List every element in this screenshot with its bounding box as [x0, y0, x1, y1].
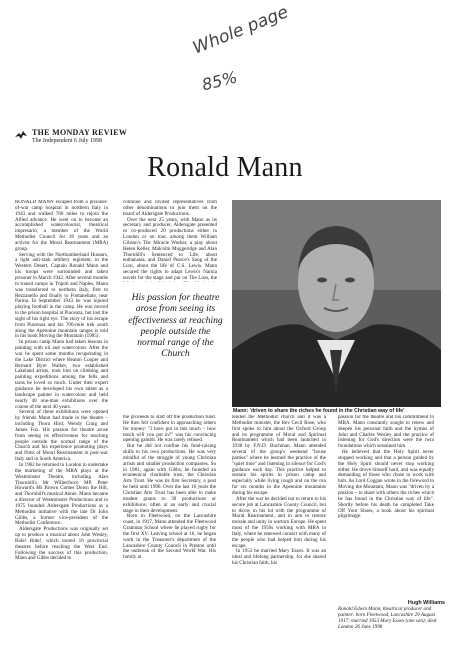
- body-column-4-bottom: [338, 415, 434, 595]
- handwritten-annotation: [190, 2, 320, 100]
- paragraph: Over the next 25 years, with Mann as its secretary and producer, Aldersgate presented or co-produced 20 productions either in London or on tour, among them William Gibson's The Miracle Worker, a play about Helen Keller, Malcolm Muggeridge and Alan Thornhill's Sentenced to Life, about euthanasia, and Daniel Pearce's Song of the Lion, about the life of C.S. Lewis. Mann secured the rights to adapt Lewis's Narnia novels for the stage and put on The Lion, the: [123, 216, 217, 281]
- paragraph: But he did not confine his fund-raising skills to his own productions. He was very mindful of the struggle of young Christian artists and smaller production companies. So in 1981, again with Gibbs, he founded an ecumenical charitable trust, the Christian Arts Trust. He was its first Secretary, a post he held until 1996. Over the last 16 years the Christian Arts Trust has been able to make modest grants to 30 productions or exhibitions, often at an early and crucial stage in their development.: [123, 443, 216, 514]
- paragraph: tended the Methodist church and it was a Methodist minister, the Rev Cecil Rose, who first spoke to him about the Oxford Group and its programme of Moral and Spiritual Rearmament which had been launched in 1938 by F.N.D. Buchman. Mann attended several of the group's weekend "house parties" where he learned the practice of the "quiet time" and listening in silence for God's guidance each day. This practice helped to sustain his spirits in prison camp and especially while living rough and on the run for six months in the Apennine mountains during his escape.: [232, 415, 326, 496]
- headline: Ronald Mann: [147, 152, 303, 183]
- author-byline: Hugh Williams: [407, 600, 445, 606]
- photo-caption: Mann: 'driven to share the riches he found in the Christian way of life': [233, 408, 405, 414]
- masthead-date: The Independent 6 July 1998: [32, 138, 102, 144]
- handwritten-line-1: Whole page: [190, 2, 292, 59]
- paragraph: Born in Fleetwood, on the Lancashire coast, in 1917, Mann attended the Fleetwood Grammar School where he played rugby for the first XV. Leaving school at 16, he began work in the Treasurer's department of the Lancashire County Council in Preston until the outbreak of the Second World War. His family at: [123, 513, 216, 561]
- handwritten-line-2: 85%: [200, 67, 240, 95]
- paragraph: Several of these exhibitions were opened by friends Mann had made in the theatre – including Thora Hird, Wendy Craig and James Fox. His passion for theatre arose from seeing its effectiveness for reaching people outside the normal range of the Church and his experience promoting plays and films of Moral Rearmament in post-war Italy and in South America.: [15, 409, 108, 463]
- portrait-photo: [232, 200, 441, 407]
- eagle-logo-icon: [14, 128, 28, 142]
- life-dates: Ronald Edwin Mann, theatrical producer and painter: born Fleetwood, Lancashire 29 August 1917; married 1953 Mary Essex (one son); died London 26 June 1998: [338, 606, 437, 630]
- body-column-1: [15, 200, 108, 628]
- paragraph: Aldersgate Productions was originally set up to produce a musical about John Wesley, Ride! Ride!, which toured 16 provincial theatres before reaching the West End. Following the success of this production, Mann and Gibbs decided to: [15, 526, 108, 562]
- paragraph: passion for the theatre and his commitment to MRA. Mann constantly sought to renew and deepen his personal faith and the hymns of John and Charles Wesley and the practice of listening for God's direction were the twin foundations which sustained him.: [338, 415, 434, 450]
- paragraph: In 1962 he returned to London to undertake the marketing of the MRA plays at the Westminster Theatre, including Alan Thornhill's Mr Wilberforce MP, Peter Howard's Mr Brown Comes Down the Hill, and Thornhill's musical Annie. Mann became a director of Westminster Productions and in 1975 founded Aldersgate Productions as a Methodist initiative with the late Dr John Gibbs, a former vice-president of the Methodist Conference.: [15, 461, 108, 527]
- paragraph: He believed that the Holy Spirit never stopped working and that a person guided by the Holy Spirit should never stop working either. He drove himself hard, and was equally demanding of those who chose to work with him. As Lord Coggan wrote in the foreword to Moving the Mountain, Mann was "driven by a passion – to share with others the riches which he has found in the Christian way of life". Shortly before his death he completed Take Off Your Shoes, a book about his spiritual pilgrimage.: [338, 449, 434, 520]
- paragraph: In 1953 he married Mary Essex. It was an ideal and lifelong partnership, for she shared his Christian faith, his: [232, 548, 326, 567]
- paragraph: continue and invited representatives from other denominations to join them on the board of Aldersgate Productions.: [123, 200, 217, 217]
- body-column-2-bottom: [123, 415, 216, 630]
- paragraph: RONALD MANN escaped from a prisoner-of-war camp hospital in northern Italy in 1943 and walked 700 miles to rejoin the Allied advance. He went on to become an accomplished watercolourist, theatrical impresario, a member of the World Methodist Council for 18 years and an activist for the Moral Rearmament (MRA) group.: [15, 200, 108, 252]
- masthead-name: THE MONDAY REVIEW: [32, 128, 128, 137]
- paragraph: the proceeds to start off the production fund. He then felt confident in approaching others for money: "I have put in this much – how much will you put in?" was his convincing opening gambit. He was rarely refused.: [123, 415, 216, 444]
- body-column-2-top: [123, 200, 217, 282]
- paragraph: In prison camp Mann had taken lessons in painting with oil and watercolour. After the war he spent some months recuperating in the Lake District where Heaton Cooper and Bernard Byre Walker, two established Lakeland artists, took him on climbing and painting expeditions among the fells and tarns he loved so much. Under their expert guidance he developed his own talent as a landscape painter in watercolour and held nearly 40 one-man exhibitions over the course of the next 40 years.: [15, 339, 108, 410]
- portrait-image: [232, 200, 441, 407]
- pull-quote: His passion for theatre arose from seeing its effectiveness at reaching people outside the normal range of the Church: [128, 292, 223, 360]
- body-column-3-bottom: [232, 415, 326, 630]
- paragraph: After the war he decided not to return to his secure job at Lancashire County Council, but to throw in his lot with the programme of Moral Rearmament, and in aim to restore morale and unity in wartorn Europe. He spent most of the 1950s working with MRA in Italy, where he renewed contact with many of the people who had helped him during his escape.: [232, 495, 326, 549]
- paragraph: Serving with the Northumberland Hussars, a light anti-tank artillery regiment, in the Western Desert, Captain Ronald Mann and his troops were surrounded and taken prisoner in March 1942. After several months in transit camps in Tripoli and Naples, Mann was transferred to northern Italy, first to Rezzanello and finally to Fontanellato, near Parma. In September 1943 he was injured playing football in the camp. He was moved to the prison hospital at Piacenza, but lost the sight of his right eye. The story of his escape from Piacenza and his 700-mile trek south along the Apennine mountain ranges is told in his book Moving the Mountain (1985).: [15, 251, 108, 340]
